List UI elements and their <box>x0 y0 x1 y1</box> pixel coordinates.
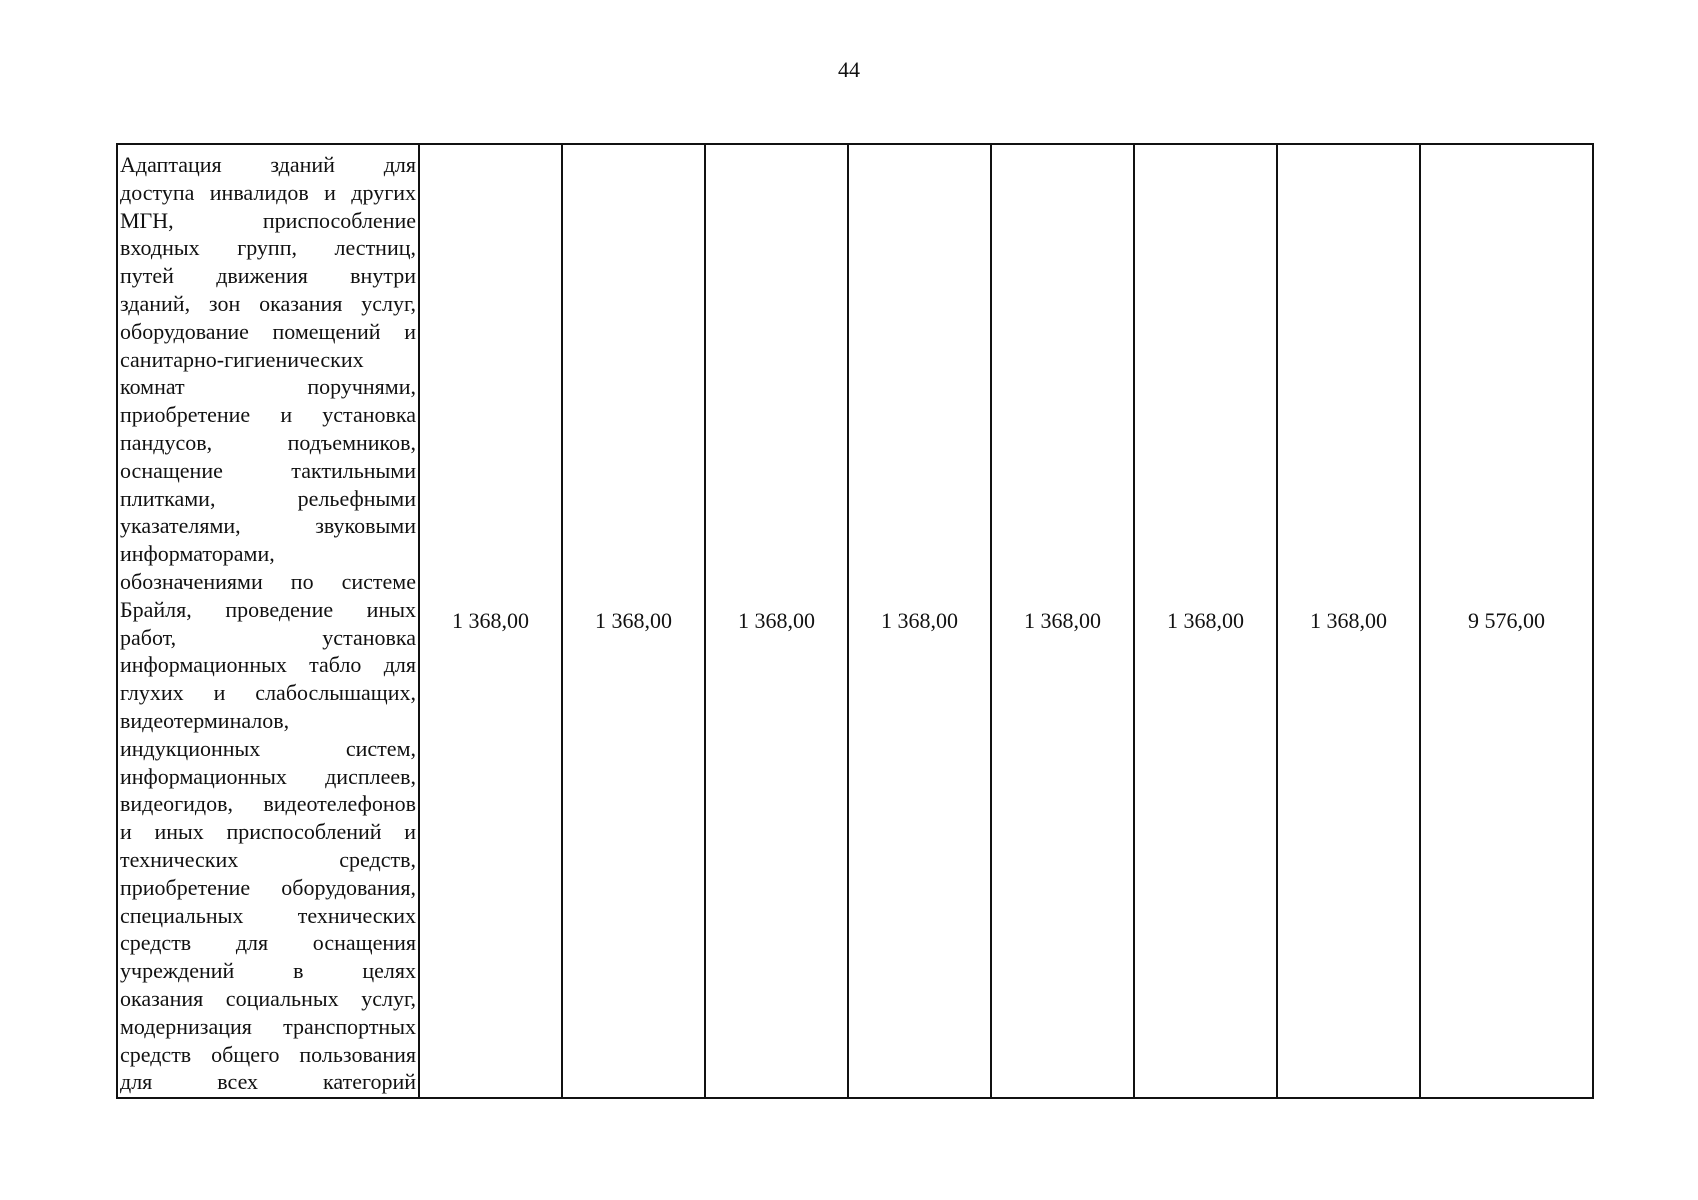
value-cell-6: 1 368,00 <box>1134 144 1277 1098</box>
description-line: видеотерминалов, <box>120 707 290 733</box>
description-line: для всех категорий <box>120 1069 416 1095</box>
page-number: 44 <box>838 57 860 82</box>
description-line: оборудование помещений и <box>120 318 416 344</box>
description-line: указателями, звуковыми <box>120 513 416 539</box>
description-line: средств общего пользования <box>120 1041 416 1067</box>
table-row <box>117 144 1593 1098</box>
value-cell-1: 1 368,00 <box>419 144 562 1098</box>
description-line: информаторами, <box>120 541 275 567</box>
description-line: информационных табло для <box>120 652 416 678</box>
description-text <box>118 145 418 1096</box>
description-line: доступа инвалидов и других <box>120 179 416 205</box>
value-cell-3: 1 368,00 <box>705 144 848 1098</box>
description-line: и иных приспособлений и <box>120 819 416 845</box>
description-line: глухих и слабослышащих, <box>120 680 416 706</box>
description-line: учреждений в целях <box>120 958 416 984</box>
description-line: комнат поручнями, <box>120 374 416 400</box>
description-line: пандусов, подъемников, <box>120 429 416 455</box>
description-line: модернизация транспортных <box>120 1013 416 1039</box>
value-cell-2: 1 368,00 <box>562 144 705 1098</box>
total-cell: 9 576,00 <box>1420 144 1593 1098</box>
description-line: санитарно-гигиенических <box>120 346 364 372</box>
description-line: оказания социальных услуг, <box>120 985 416 1011</box>
description-line: работ, установка <box>120 624 416 650</box>
description-line: зданий, зон оказания услуг, <box>120 290 416 316</box>
description-line: Брайля, проведение иных <box>120 596 416 622</box>
description-line: средств для оснащения <box>120 930 416 956</box>
description-line: входных групп, лестниц, <box>120 235 416 261</box>
value-cell-4: 1 368,00 <box>848 144 991 1098</box>
value-cell-7: 1 368,00 <box>1277 144 1420 1098</box>
description-line: специальных технических <box>120 902 416 928</box>
description-line: приобретение и установка <box>120 402 416 428</box>
description-line: информационных дисплеев, <box>120 763 416 789</box>
description-line: путей движения внутри <box>120 263 416 289</box>
value-cell-5: 1 368,00 <box>991 144 1134 1098</box>
description-line: видеогидов, видеотелефонов <box>120 791 416 817</box>
description-line: Адаптация зданий для <box>120 152 416 177</box>
description-line: обозначениями по системе <box>120 568 416 594</box>
description-line: оснащение тактильными <box>120 457 416 483</box>
description-line: приобретение оборудования, <box>120 874 416 900</box>
budget-table <box>116 143 1594 1099</box>
description-cell <box>117 144 419 1098</box>
description-line: индукционных систем, <box>120 735 416 761</box>
description-line: технических средств, <box>120 846 416 872</box>
description-line: МГН, приспособление <box>120 207 416 233</box>
description-line: плитками, рельефными <box>120 485 416 511</box>
